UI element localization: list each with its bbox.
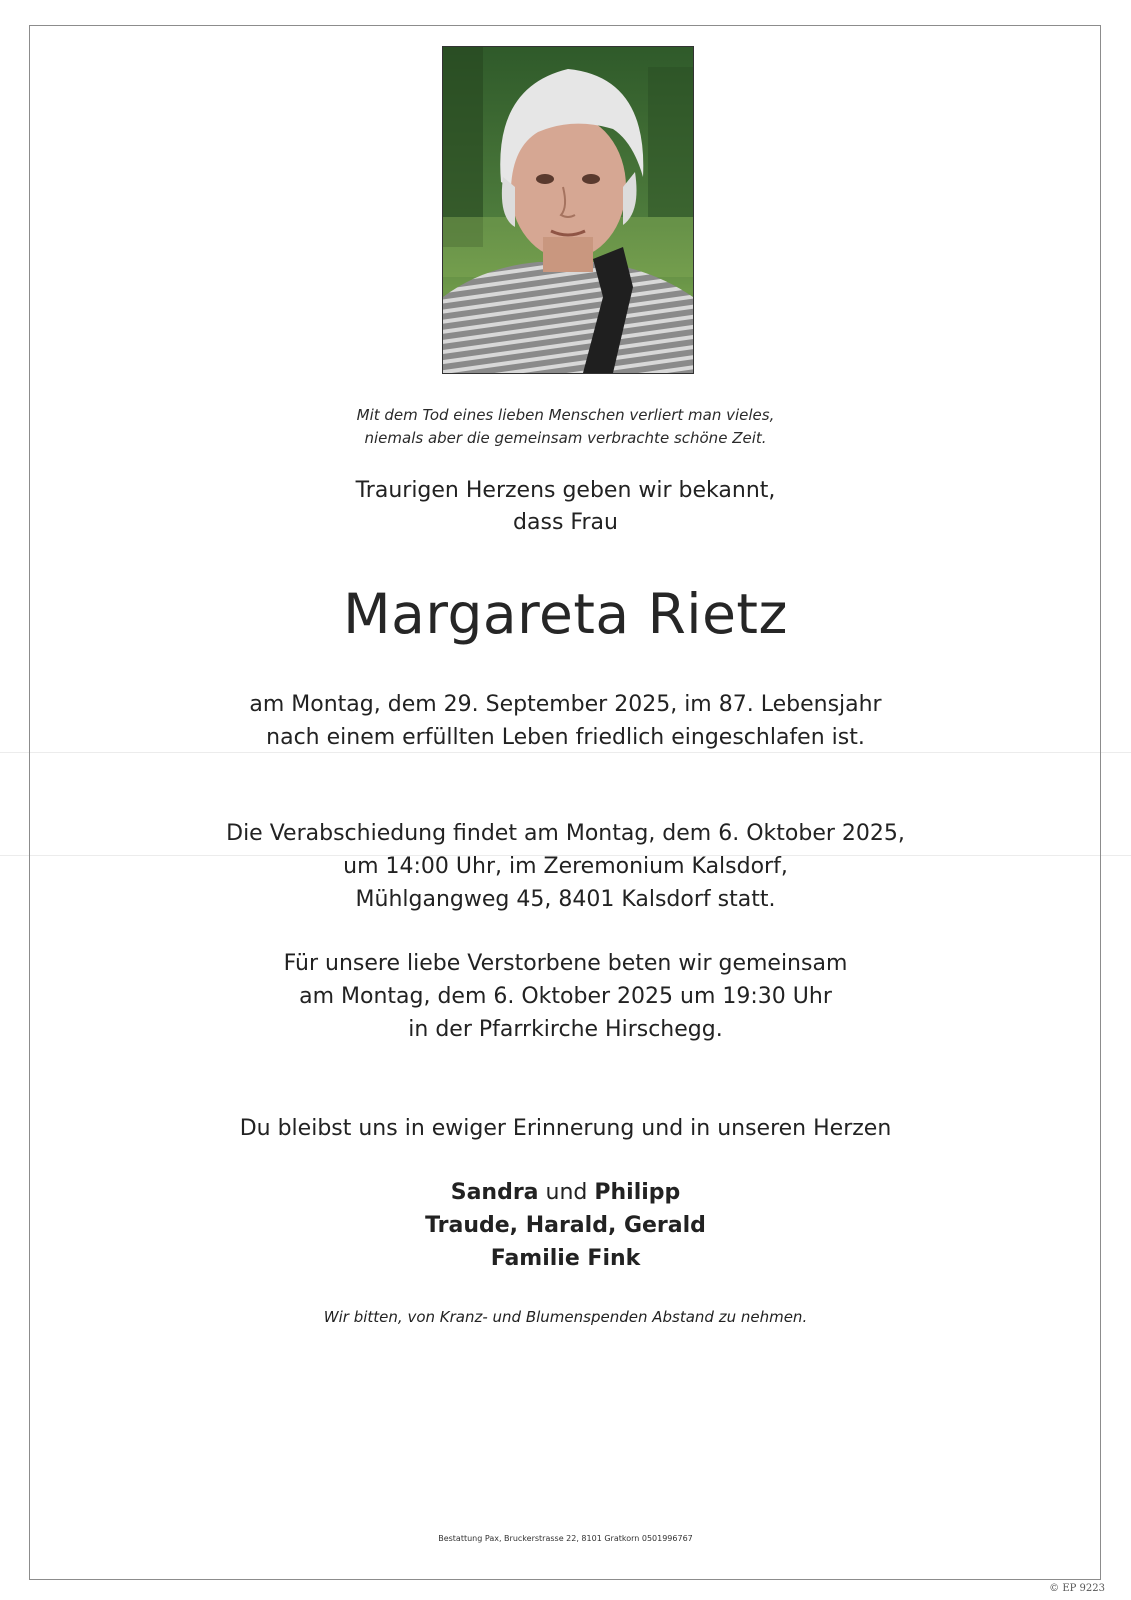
prayer-line: in der Pfarrkirche Hirschegg.: [408, 1017, 723, 1042]
copyright-mark: © EP 9223: [1049, 1583, 1105, 1594]
passing-line: nach einem erfüllten Leben friedlich eingeschlafen ist.: [266, 725, 865, 750]
portrait-photo-icon: [443, 47, 693, 373]
mourners-line: Traude, Harald, Gerald: [425, 1213, 706, 1238]
donation-note: Wir bitten, von Kranz- und Blumenspenden Abstand zu nehmen.: [323, 1308, 808, 1326]
intro-line: dass Frau: [513, 510, 618, 535]
memory-statement: Du bleibst uns in ewiger Erinnerung und in unseren Herzen: [239, 1116, 892, 1141]
mourner-name: Sandra: [450, 1180, 539, 1205]
farewell-line: Die Verabschiedung findet am Montag, dem 6. Oktober 2025,: [226, 821, 905, 846]
deceased-name: Margareta Rietz: [343, 582, 788, 646]
farewell-line: Mühlgangweg 45, 8401 Kalsdorf statt.: [355, 887, 776, 912]
memorial-quote: [0, 404, 1131, 450]
undertaker-info: Bestattung Pax, Bruckerstrasse 22, 8101 Gratkorn 0501996767: [438, 1534, 693, 1543]
farewell-ceremony-info: [0, 817, 1131, 916]
quote-line: niemals aber die gemeinsam verbrachte schöne Zeit.: [364, 429, 767, 447]
mourner-name: Philipp: [594, 1180, 681, 1205]
intro-line: Traurigen Herzens geben wir bekannt,: [355, 478, 776, 503]
prayer-service-info: [0, 947, 1131, 1046]
announcement-intro: [0, 475, 1131, 539]
mourners-line: [0, 1176, 1131, 1209]
passing-line: am Montag, dem 29. September 2025, im 87. Lebensjahr: [249, 692, 882, 717]
portrait-photo: [442, 46, 694, 374]
prayer-line: Für unsere liebe Verstorbene beten wir gemeinsam: [283, 951, 848, 976]
passing-statement: [0, 688, 1131, 754]
mourners-line: Familie Fink: [490, 1246, 641, 1271]
mourners-list: [0, 1176, 1131, 1275]
farewell-line: um 14:00 Uhr, im Zeremonium Kalsdorf,: [343, 854, 788, 879]
mourner-joiner: und: [545, 1180, 588, 1205]
quote-line: Mit dem Tod eines lieben Menschen verliert man vieles,: [356, 406, 775, 424]
prayer-line: am Montag, dem 6. Oktober 2025 um 19:30 Uhr: [299, 984, 832, 1009]
